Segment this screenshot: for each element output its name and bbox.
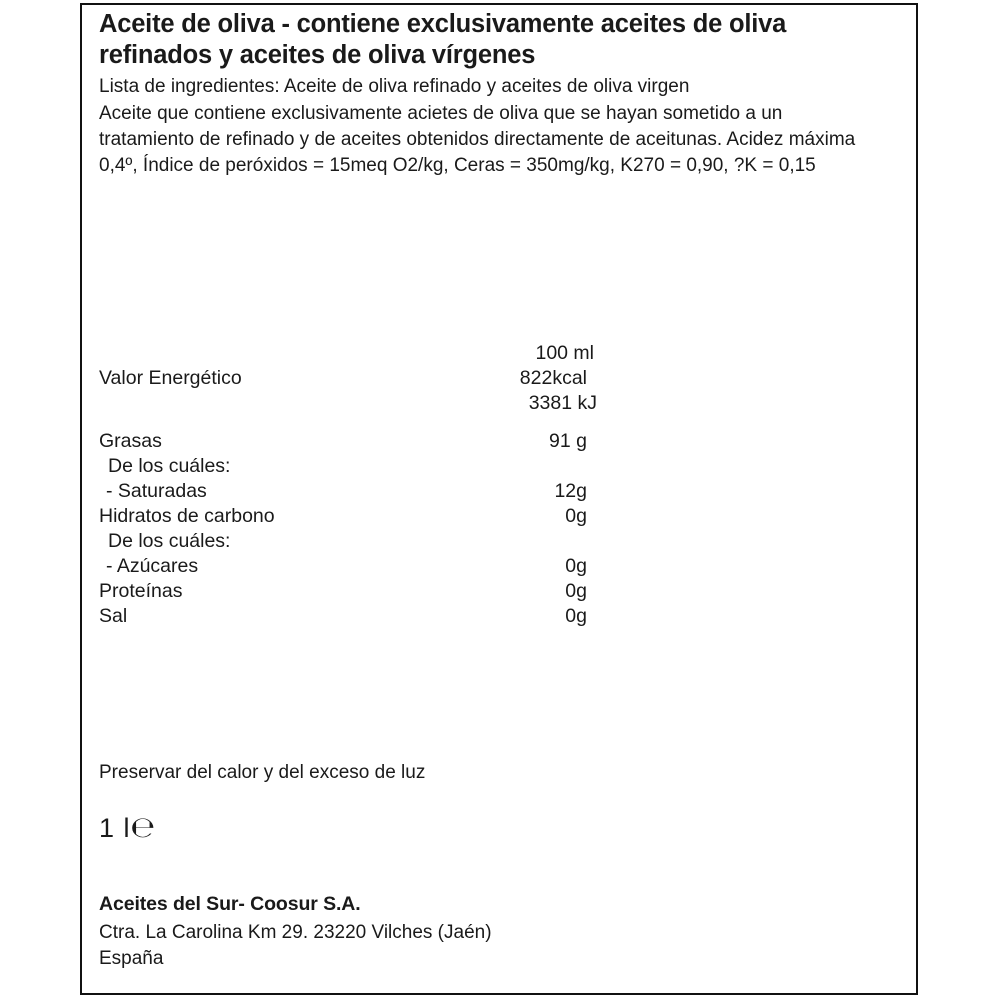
product-label-frame xyxy=(80,3,918,995)
nutrient-label xyxy=(99,391,442,416)
page-title: Aceite de oliva - contiene exclusivamente aceites de oliva refinados y aceites de oliva vírgenes xyxy=(99,10,787,69)
nutrient-value: 3381 kJ xyxy=(528,392,597,414)
nutrient-value: 0g xyxy=(565,505,587,527)
ingredients-list: Lista de ingredientes: Aceite de oliva refinado y aceites de oliva virgen xyxy=(99,76,690,97)
table-row xyxy=(99,454,609,479)
table-row xyxy=(99,366,609,391)
table-row xyxy=(99,529,609,554)
nutrition-table xyxy=(99,341,609,629)
manufacturer-address: Ctra. La Carolina Km 29. 23220 Vilches (Jaén) xyxy=(99,921,492,943)
manufacturer-country: España xyxy=(99,948,164,969)
nutrient-label: De los cuáles: xyxy=(108,455,231,477)
spacer-cell xyxy=(442,416,609,429)
product-description: Aceite que contiene exclusivamente acietes de oliva que se hayan sometido a un tratamiento de refinado y de aceites obtenidos directamente de aceitunas. Acidez máxima 0,4º, Índice de peróxidos = 15meq O2/kg, Ceras = 350mg/kg, K270 = 0,90, ?K = 0,15 xyxy=(99,103,856,176)
table-spacer xyxy=(99,416,609,429)
nutrient-value: 0g xyxy=(565,580,587,602)
table-row xyxy=(99,604,609,629)
nutrient-value: 822kcal xyxy=(519,367,587,389)
table-row xyxy=(99,579,609,604)
net-volume xyxy=(99,811,156,844)
table-row xyxy=(99,479,609,504)
table-row xyxy=(99,504,609,529)
net-volume-value: 1 l xyxy=(99,813,131,843)
nutrient-value: 12g xyxy=(554,480,587,502)
nutrient-label: Proteínas xyxy=(99,580,183,602)
manufacturer-block xyxy=(99,891,492,973)
nutrient-label: - Saturadas xyxy=(106,480,207,502)
nutrient-value: 91 g xyxy=(549,430,587,452)
table-row-serving-header xyxy=(99,341,609,366)
nutrient-value xyxy=(442,454,609,479)
manufacturer-name: Aceites del Sur- Coosur S.A. xyxy=(99,893,361,915)
nutrient-label: - Azúcares xyxy=(106,555,199,577)
nutrient-value: 0g xyxy=(565,555,587,577)
nutrient-label-empty xyxy=(99,341,442,366)
nutrient-value: 0g xyxy=(565,605,587,627)
serving-size-header: 100 ml xyxy=(535,342,594,364)
table-row xyxy=(99,554,609,579)
nutrient-label: Valor Energético xyxy=(99,367,242,389)
storage-instructions: Preservar del calor y del exceso de luz xyxy=(99,762,426,783)
spacer-cell xyxy=(99,416,442,429)
table-row xyxy=(99,391,609,416)
table-row xyxy=(99,429,609,454)
nutrient-label: Sal xyxy=(99,605,128,627)
estimated-sign-icon: ℮ xyxy=(130,810,157,844)
nutrient-label: Grasas xyxy=(99,430,162,452)
nutrient-label: Hidratos de carbono xyxy=(99,505,275,527)
nutrient-label: De los cuáles: xyxy=(108,530,231,552)
nutrient-value xyxy=(442,529,609,554)
